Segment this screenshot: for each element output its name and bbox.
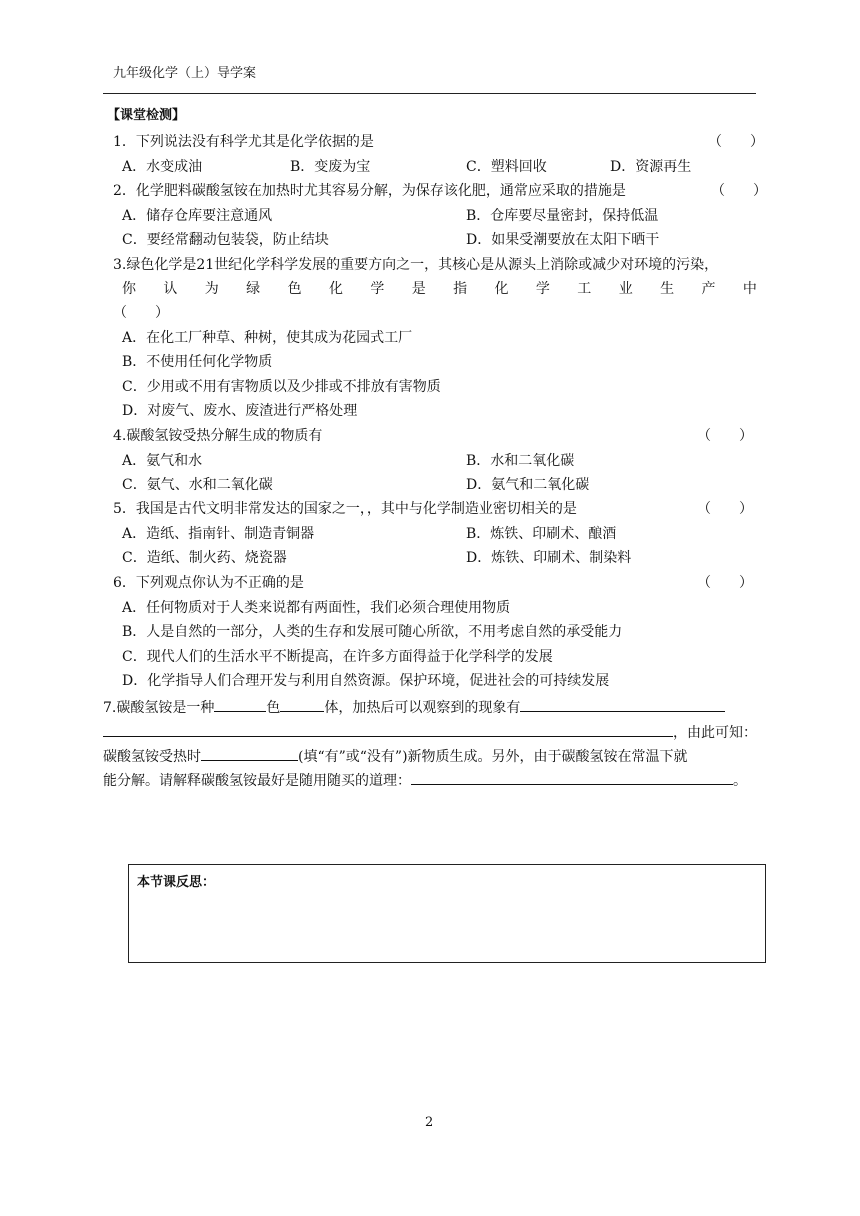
question-2-option-c: C．要经常翻动包装袋，防止结块 [122, 232, 329, 248]
question-7-text: 7.碳酸氢铵是一种 [103, 700, 215, 716]
question-7-text: 碳酸氢铵受热时 [103, 749, 201, 765]
section-title: 【课堂检测】 [107, 108, 186, 123]
phenomenon-blank[interactable] [520, 697, 725, 712]
question-7-line1 [103, 697, 725, 717]
question-6-option-a: A．任何物质对于人类来说都有两面性，我们必须合理使用物质 [122, 600, 511, 616]
stem-char: 化 [328, 281, 343, 297]
question-7-text: 色 [266, 700, 281, 716]
stem-char: 学 [535, 281, 550, 297]
question-7-line3 [103, 746, 688, 766]
stem-char: 中 [742, 281, 757, 297]
state-blank[interactable] [280, 697, 324, 712]
question-5-option-c: C．造纸、制火药、烧瓷器 [122, 550, 287, 566]
question-4-stem: 4.碳酸氢铵受热分解生成的物质有 [113, 428, 323, 444]
question-5-option-d: D．炼铁、印刷术、制染料 [466, 550, 632, 566]
question-4-option-d: D．氨气和二氧化碳 [466, 477, 590, 493]
question-1-option-d: D．资源再生 [610, 159, 692, 175]
question-1-answer-paren: （ ） [708, 134, 764, 150]
stem-char: 业 [618, 281, 633, 297]
stem-char: 产 [701, 281, 716, 297]
question-3-option-a: A．在化工厂种草、种树，使其成为花园式工厂 [122, 330, 413, 346]
question-7-text: (填“有”或“没有”)新物质生成。另外，由于碳酸氢铵在常温下就 [298, 749, 688, 765]
stem-char: 生 [660, 281, 675, 297]
page-header-title: 九年级化学（上）导学案 [113, 66, 257, 81]
question-2-option-a: A．储存仓库要注意通风 [122, 208, 273, 224]
question-3-answer-paren: （ ） [113, 305, 169, 321]
question-6-stem: 6．下列观点你认为不正确的是 [113, 575, 304, 591]
question-7-text: ，由此可知： [673, 725, 757, 741]
question-7-line4 [103, 770, 747, 790]
question-1-option-a: A．水变成油 [122, 159, 203, 175]
question-4-option-c: C．氨气、水和二氧化碳 [122, 477, 273, 493]
new-substance-blank[interactable] [201, 746, 298, 761]
stem-char: 是 [411, 281, 426, 297]
stem-char: 认 [163, 281, 178, 297]
stem-char: 指 [453, 281, 468, 297]
question-7-line2 [103, 722, 757, 742]
stem-char: 化 [494, 281, 509, 297]
question-1-option-b: B．变废为宝 [290, 159, 371, 175]
question-4-answer-paren: （ ） [697, 428, 753, 444]
question-5-option-b: B．炼铁、印刷术、酿酒 [466, 526, 617, 542]
question-4-option-b: B．水和二氧化碳 [466, 453, 575, 469]
question-3-option-c: C．少用或不用有害物质以及少排或不排放有害物质 [122, 379, 441, 395]
reflection-box[interactable] [128, 864, 766, 963]
phenomenon-blank-continued[interactable] [103, 722, 673, 737]
question-7-text: 。 [733, 773, 747, 789]
color-blank[interactable] [214, 697, 266, 712]
question-4-option-a: A．氨气和水 [122, 453, 203, 469]
question-1-stem: 1．下列说法没有科学尤其是化学依据的是 [113, 134, 374, 150]
question-1-option-c: C．塑料回收 [466, 159, 547, 175]
header-rule [103, 93, 756, 94]
stem-char: 工 [577, 281, 592, 297]
page-number: 2 [425, 1115, 434, 1130]
stem-char: 为 [204, 281, 219, 297]
question-7-text: 体，加热后可以观察到的现象有 [324, 700, 521, 716]
question-5-answer-paren: （ ） [697, 501, 753, 517]
stem-char: 绿 [246, 281, 261, 297]
stem-char: 色 [287, 281, 302, 297]
question-6-option-b: B．人是自然的一部分，人类的生存和发展可随心所欲，不用考虑自然的承受能力 [122, 624, 623, 640]
question-6-option-c: C．现代人们的生活水平不断提高，在许多方面得益于化学科学的发展 [122, 649, 553, 665]
question-6-answer-paren: （ ） [697, 575, 753, 591]
question-7-text: 能分解。请解释碳酸氢铵最好是随用随买的道理： [103, 773, 411, 789]
question-3-stem: 3.绿色化学是21世纪化学科学发展的重要方向之一，其核心是从源头上消除或减少对环境的污染， [113, 257, 719, 273]
question-2-option-b: B．仓库要尽量密封，保持低温 [466, 208, 659, 224]
stem-char: 学 [370, 281, 385, 297]
question-2-answer-paren: （ ） [711, 183, 767, 199]
question-5-option-a: A．造纸、指南针、制造青铜器 [122, 526, 315, 542]
reason-blank[interactable] [411, 770, 733, 785]
question-2-option-d: D．如果受潮要放在太阳下晒干 [466, 232, 660, 248]
reflection-label: 本节课反思： [137, 875, 216, 890]
question-3-option-b: B．不使用任何化学物质 [122, 354, 273, 370]
question-2-stem: 2．化学肥料碳酸氢铵在加热时尤其容易分解，为保存该化肥，通常应采取的措施是 [113, 183, 626, 199]
question-3-option-d: D．对废气、废水、废渣进行严格处理 [122, 403, 358, 419]
question-3-stem-line2 [122, 280, 757, 298]
question-5-stem: 5．我国是古代文明非常发达的国家之一，，其中与化学制造业密切相关的是 [113, 501, 577, 517]
stem-char: 你 [122, 281, 136, 297]
question-6-option-d: D．化学指导人们合理开发与利用自然资源。保护环境，促进社会的可持续发展 [122, 673, 610, 689]
